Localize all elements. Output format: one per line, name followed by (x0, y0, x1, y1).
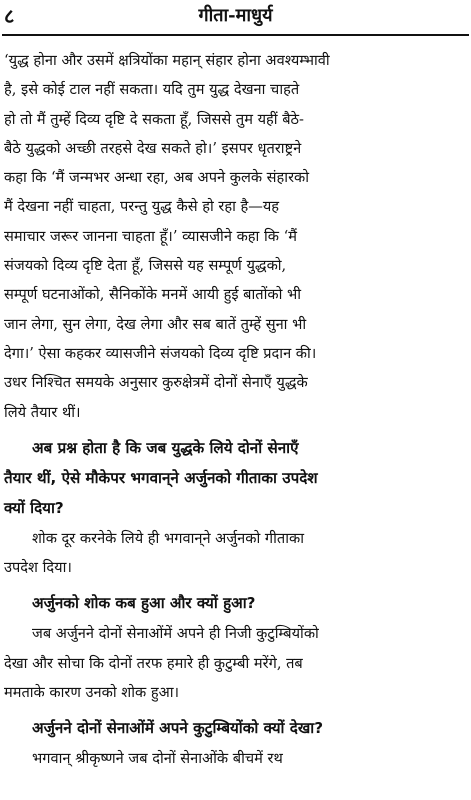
running-title: गीता-माधुर्य (198, 5, 273, 26)
text-line: सम्पूर्ण घटनाओंको, सैनिकोंके मनमें आयी हुई बातोंको भी (4, 286, 302, 304)
answer-paragraph (4, 619, 467, 707)
question-line: अब प्रश्न होता है कि जब युद्धके लिये दोनों सेनाएँ (32, 438, 299, 457)
text-line: देगा।’ ऐसा कहकर व्यासजीने संजयको दिव्य दृष्टि प्रदान की। (4, 344, 317, 362)
question-line: अर्जुनको शोक कब हुआ और क्यों हुआ? (32, 594, 256, 613)
text-line: मैं देखना नहीं चाहता, परन्तु युद्ध कैसे हो रहा है—यह (4, 198, 280, 216)
text-line: देखा और सोचा कि दोनों तरफ हमारे ही कुटुम्बी मरेंगे, तब (4, 654, 303, 672)
text-line: ‘युद्ध होना और उसमें क्षत्रियोंका महान् संहार होना अवश्यम्भावी (4, 52, 330, 69)
question-heading (4, 588, 467, 618)
text-line: जान लेगा, सुन लेगा, देख लेगा और सब बातें तुम्हें सुना भी (4, 315, 307, 333)
text-line: संजयको दिव्य दृष्टि देता हूँ, जिससे यह सम्पूर्ण युद्धको, (4, 257, 287, 275)
page-number: ८ (4, 4, 15, 28)
text-line: कहा कि ‘मैं जन्मभर अन्धा रहा, अब अपने कुलके संहारको (4, 169, 310, 187)
question-heading (4, 713, 467, 743)
question-line: अर्जुनने दोनों सेनाओंमें अपने कुटुम्बियोंको क्यों देखा? (32, 719, 324, 738)
text-line: लिये तैयार थीं। (4, 403, 81, 421)
question-line: तैयार थीं, ऐसे मौकेपर भगवान्‌ने अर्जुनको गीताका उपदेश (4, 468, 318, 487)
answer-paragraph (4, 524, 467, 583)
text-line: भगवान् श्रीकृष्णने जब दोनों सेनाओंके बीचमें रथ (32, 750, 283, 768)
page-body (4, 46, 467, 774)
text-line: हो तो मैं तुम्हें दिव्य दृष्टि दे सकता हूँ, जिससे तुम यहीं बैठे- (4, 110, 304, 128)
header-divider (2, 34, 469, 36)
question-line: क्यों दिया? (4, 498, 64, 517)
answer-paragraph (4, 744, 467, 773)
text-line: बैठे युद्धको अच्छी तरहसे देख सकते हो।’ इसपर धृतराष्ट्रने (4, 139, 302, 157)
page-header (0, 0, 471, 38)
text-line: ममताके कारण उनको शोक हुआ। (4, 684, 180, 702)
text-line: उपदेश दिया। (4, 559, 72, 577)
text-line: समाचार जरूर जानना चाहता हूँ।’ व्यासजीने कहा कि ‘मैं (4, 227, 297, 245)
text-line: जब अर्जुनने दोनों सेनाओंमें अपने ही निजी कुटुम्बियोंको (32, 625, 319, 643)
question-heading (4, 433, 467, 523)
text-line: है, इसे कोई टाल नहीं सकता। यदि तुम युद्ध देखना चाहते (4, 81, 300, 99)
text-line: शोक दूर करनेके लिये ही भगवान्‌ने अर्जुनको गीताका (32, 529, 304, 547)
text-line: उधर निश्चित समयके अनुसार कुरुक्षेत्रमें दोनों सेनाएँ युद्धके (4, 374, 308, 392)
paragraph-narrative (4, 46, 467, 427)
